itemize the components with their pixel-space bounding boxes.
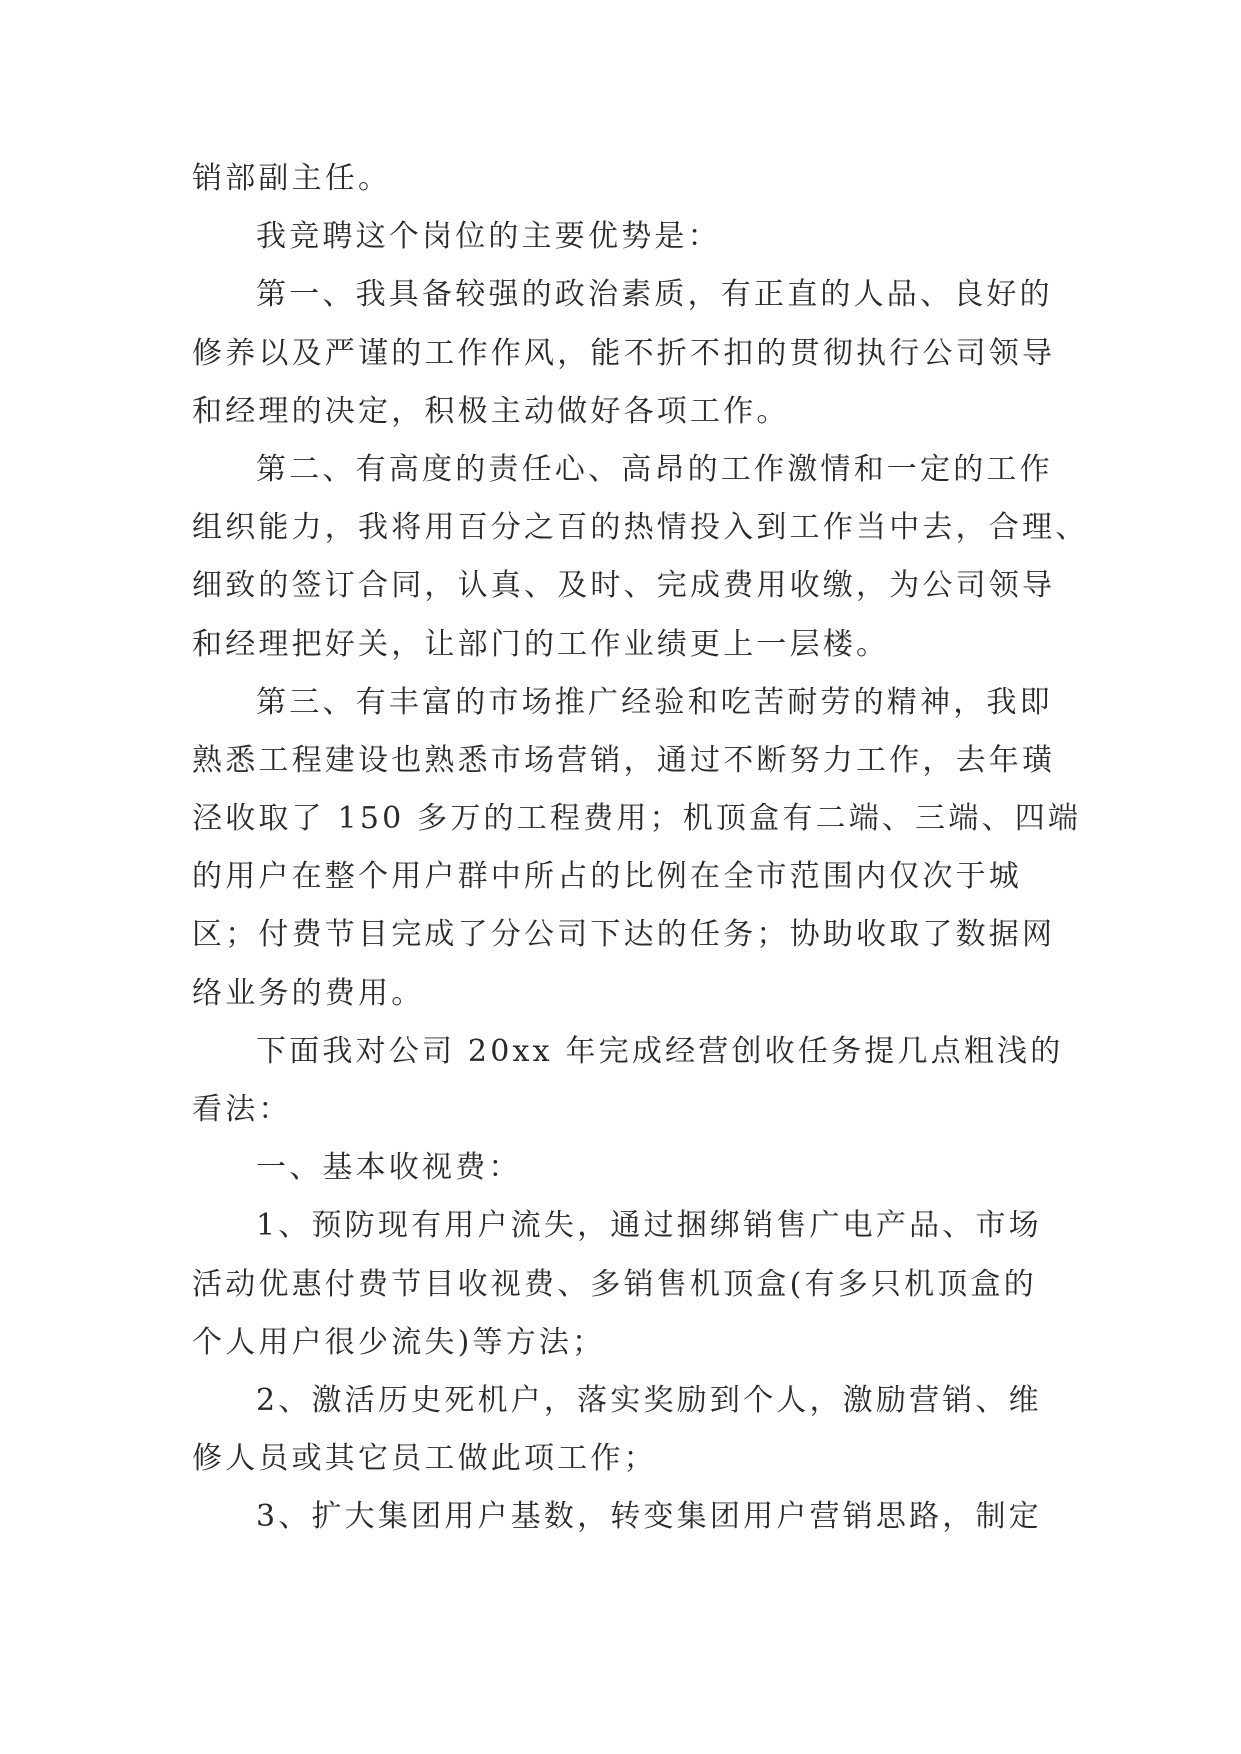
text-line: 销部副主任。: [192, 161, 392, 196]
text-line: 组织能力，我将用百分之百的热情投入到工作当中去，合理、: [192, 510, 1089, 546]
text-line: 2、激活历史死机户，落实奖励到个人，激励营销、维: [256, 1382, 1042, 1418]
text-line: 修人员或其它员工做此项工作；: [192, 1441, 657, 1477]
text-line: 一、基本收视费：: [256, 1150, 522, 1186]
text-line: 和经理的决定，积极主动做好各项工作。: [192, 393, 790, 429]
text-line: 3、扩大集团用户基数，转变集团用户营销思路，制定: [256, 1499, 1042, 1535]
text-line: 第一、我具备较强的政治素质，有正直的人品、良好的: [256, 277, 1053, 313]
text-line: 修养以及严谨的工作作风，能不折不扣的贯彻执行公司领导: [192, 335, 1056, 371]
text-line: 下面我对公司 20xx 年完成经营创收任务提几点粗浅的: [256, 1033, 1064, 1069]
text-line: 1、预防现有用户流失，通过捆绑销售广电产品、市场: [256, 1208, 1042, 1244]
text-line: 第二、有高度的责任心、高昂的工作激情和一定的工作: [256, 451, 1053, 487]
text-line: 第三、有丰富的市场推广经验和吃苦耐劳的精神，我即: [256, 684, 1053, 720]
text-line: 的用户在整个用户群中所占的比例在全市范围内仅次于城: [192, 859, 1022, 895]
text-line: 我竞聘这个岗位的主要优势是：: [256, 219, 721, 255]
text-line: 络业务的费用。: [192, 975, 425, 1011]
text-line: 个人用户很少流失)等方法；: [192, 1324, 606, 1360]
text-line: 看法：: [192, 1092, 292, 1127]
text-line: 泾收取了 150 多万的工程费用；机顶盒有二端、三端、四端: [192, 801, 1082, 837]
text-line: 区；付费节目完成了分公司下达的任务；协助收取了数据网: [192, 917, 1056, 953]
text-line: 和经理把好关，让部门的工作业绩更上一层楼。: [192, 626, 890, 662]
text-line: 熟悉工程建设也熟悉市场营销，通过不断努力工作，去年璜: [192, 742, 1056, 778]
text-line: 活动优惠付费节目收视费、多销售机顶盒(有多只机顶盒的: [192, 1266, 1037, 1302]
document-body: [192, 150, 1089, 1547]
text-line: 细致的签订合同，认真、及时、完成费用收缴，为公司领导: [192, 568, 1056, 604]
